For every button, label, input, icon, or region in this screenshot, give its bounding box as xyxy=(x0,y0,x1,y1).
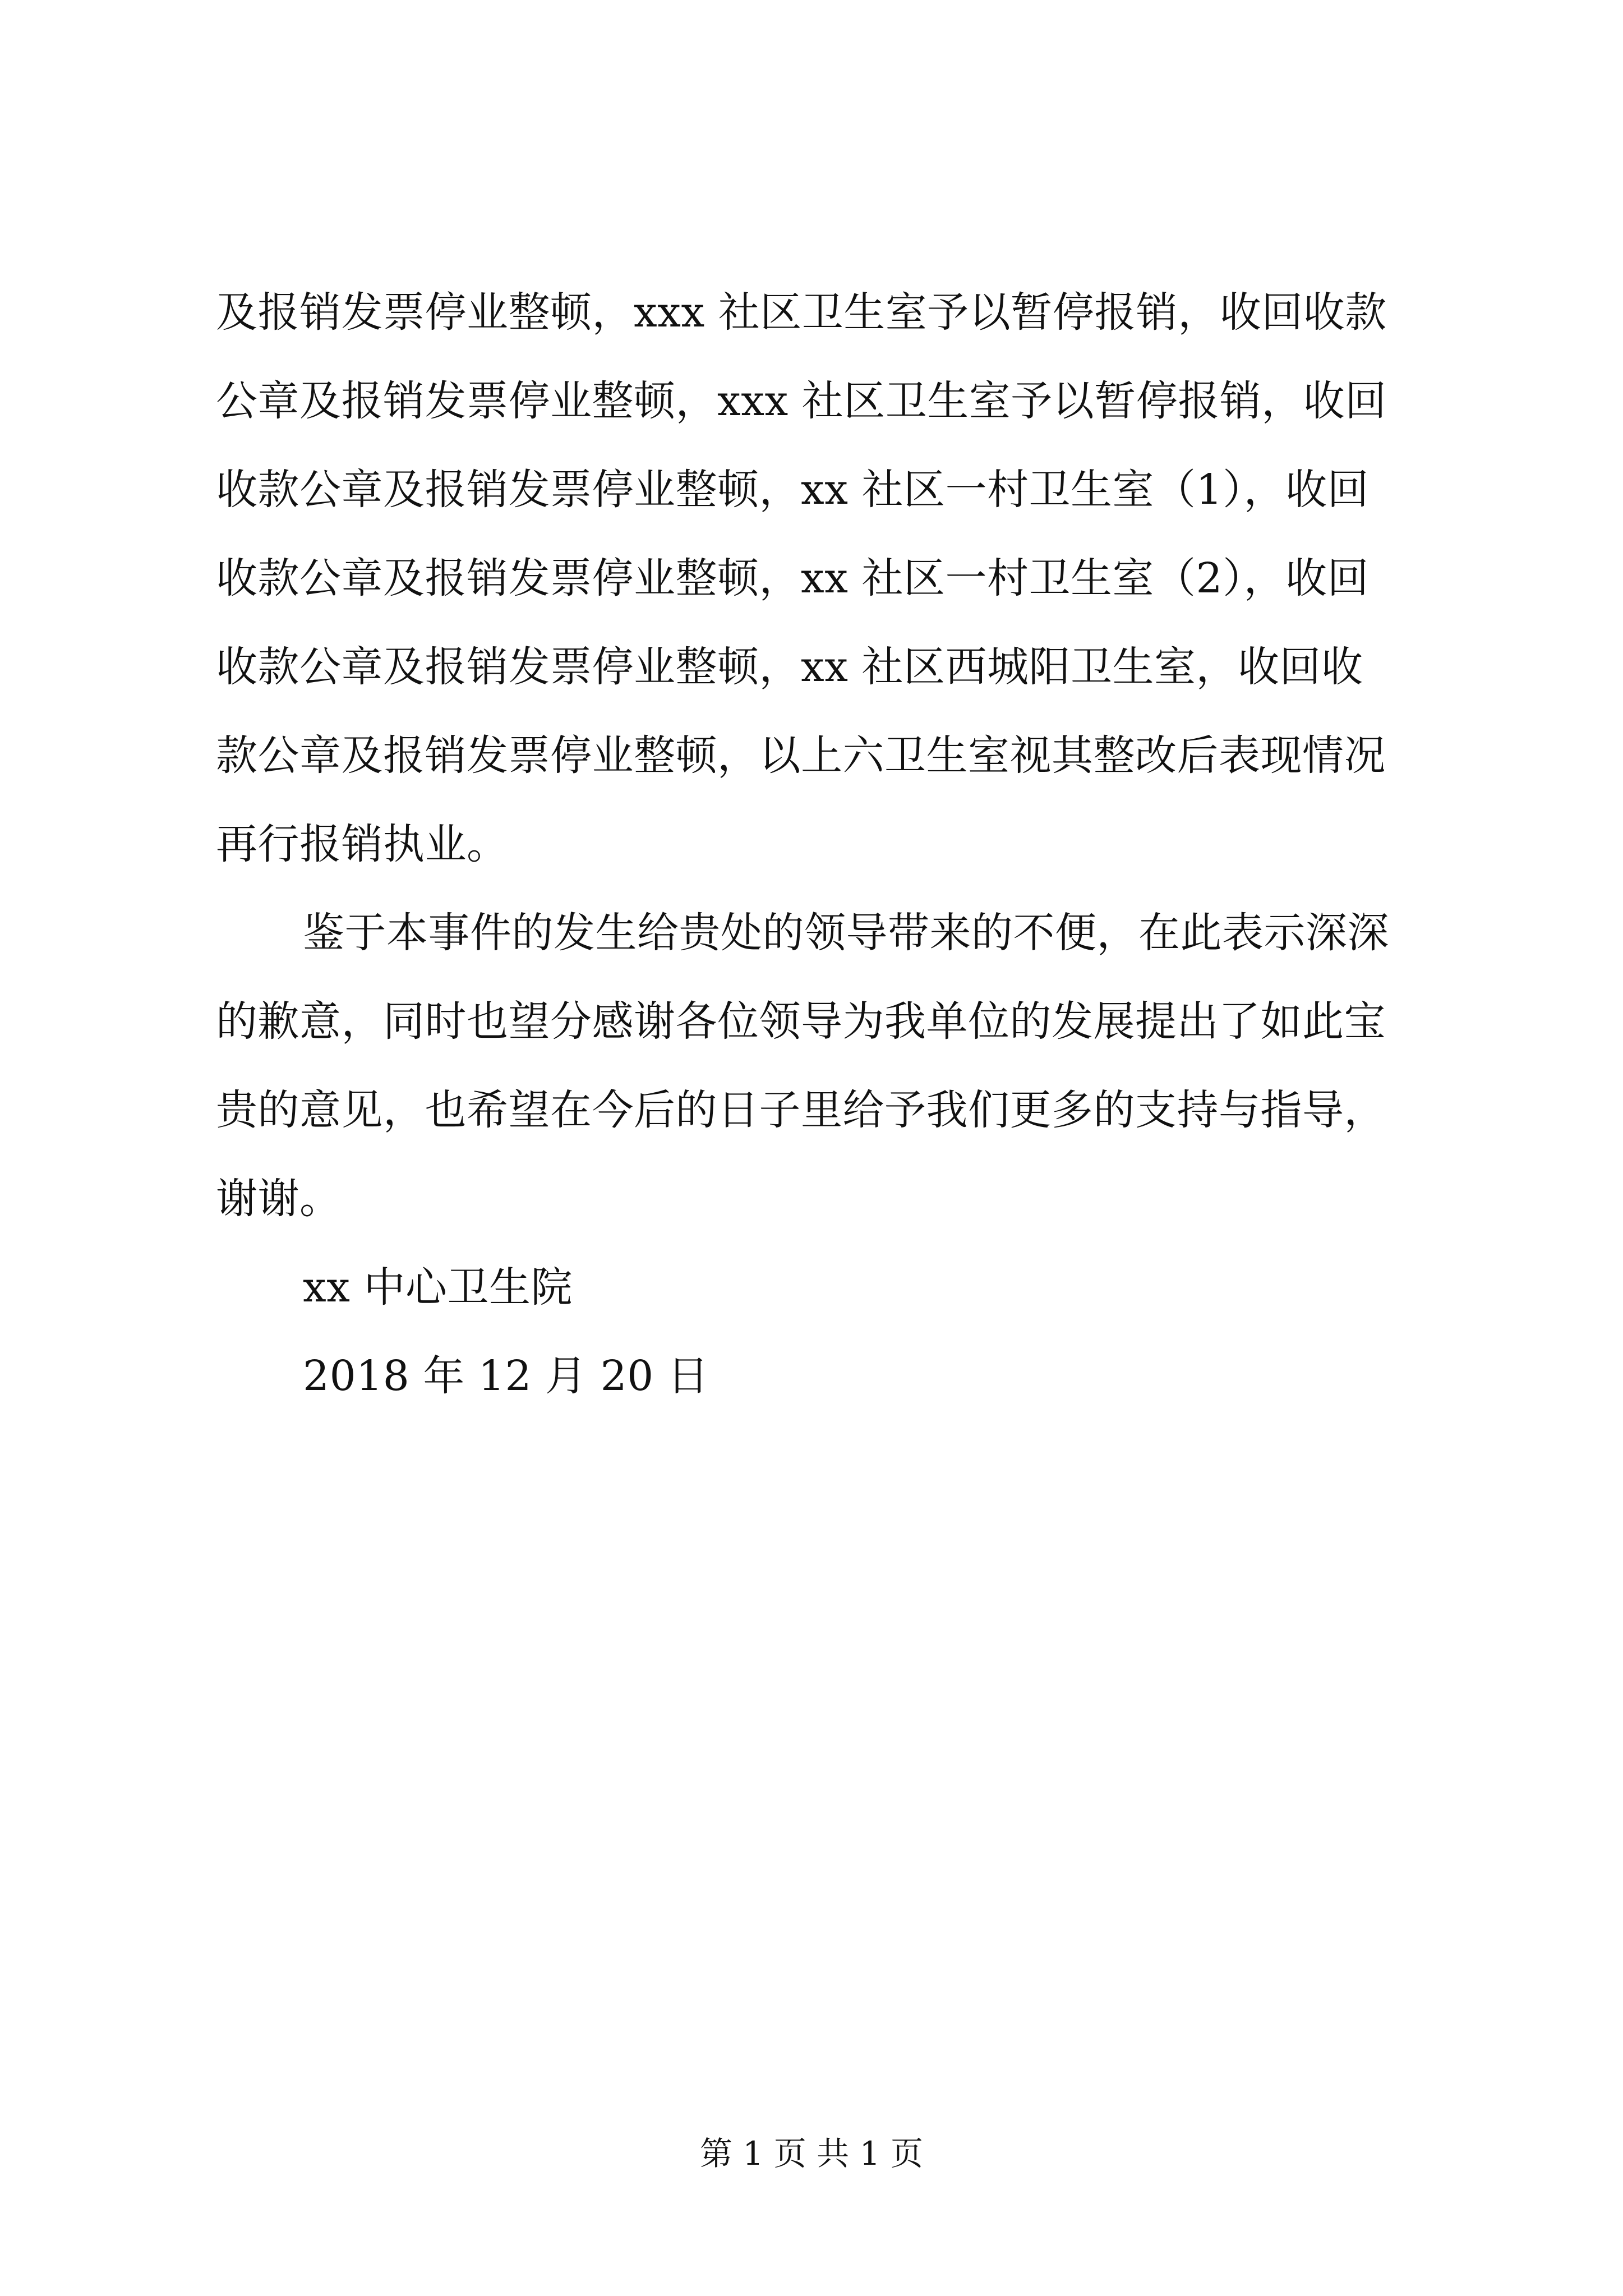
page-number-footer: 第 1 页 共 1 页 xyxy=(700,2134,923,2173)
paragraph-1-line-4: 收款公章及报销发票停业整顿，xx 社区一村卫生室（2），收回 xyxy=(216,554,1370,602)
paragraph-1-line-7: 再行报销执业。 xyxy=(216,820,509,868)
paragraph-2-line-2: 的歉意，同时也望分感谢各位领导为我单位的发展提出了如此宝 xyxy=(216,997,1386,1046)
paragraph-1-line-2: 公章及报销发票停业整顿，xxx 社区卫生室予以暂停报销，收回 xyxy=(216,377,1387,425)
paragraph-2-line-4: 谢谢。 xyxy=(216,1175,342,1223)
paragraph-2-line-3: 贵的意见，也希望在今后的日子里给予我们更多的支持与指导， xyxy=(216,1086,1386,1134)
signature: xx 中心卫生院 xyxy=(303,1263,573,1312)
paragraph-2-line-1: 鉴于本事件的发生给贵处的领导带来的不便，在此表示深深 xyxy=(303,909,1389,957)
paragraph-1-line-5: 收款公章及报销发票停业整顿，xx 社区西城阳卫生室，收回收 xyxy=(216,643,1363,691)
date: 2018 年 12 月 20 日 xyxy=(303,1352,709,1400)
paragraph-1-line-1: 及报销发票停业整顿，xxx 社区卫生室予以暂停报销，收回收款 xyxy=(216,288,1387,337)
paragraph-1-line-6: 款公章及报销发票停业整顿，以上六卫生室视其整改后表现情况 xyxy=(216,731,1386,780)
paragraph-1-line-3: 收款公章及报销发票停业整顿，xx 社区一村卫生室（1），收回 xyxy=(216,466,1370,514)
